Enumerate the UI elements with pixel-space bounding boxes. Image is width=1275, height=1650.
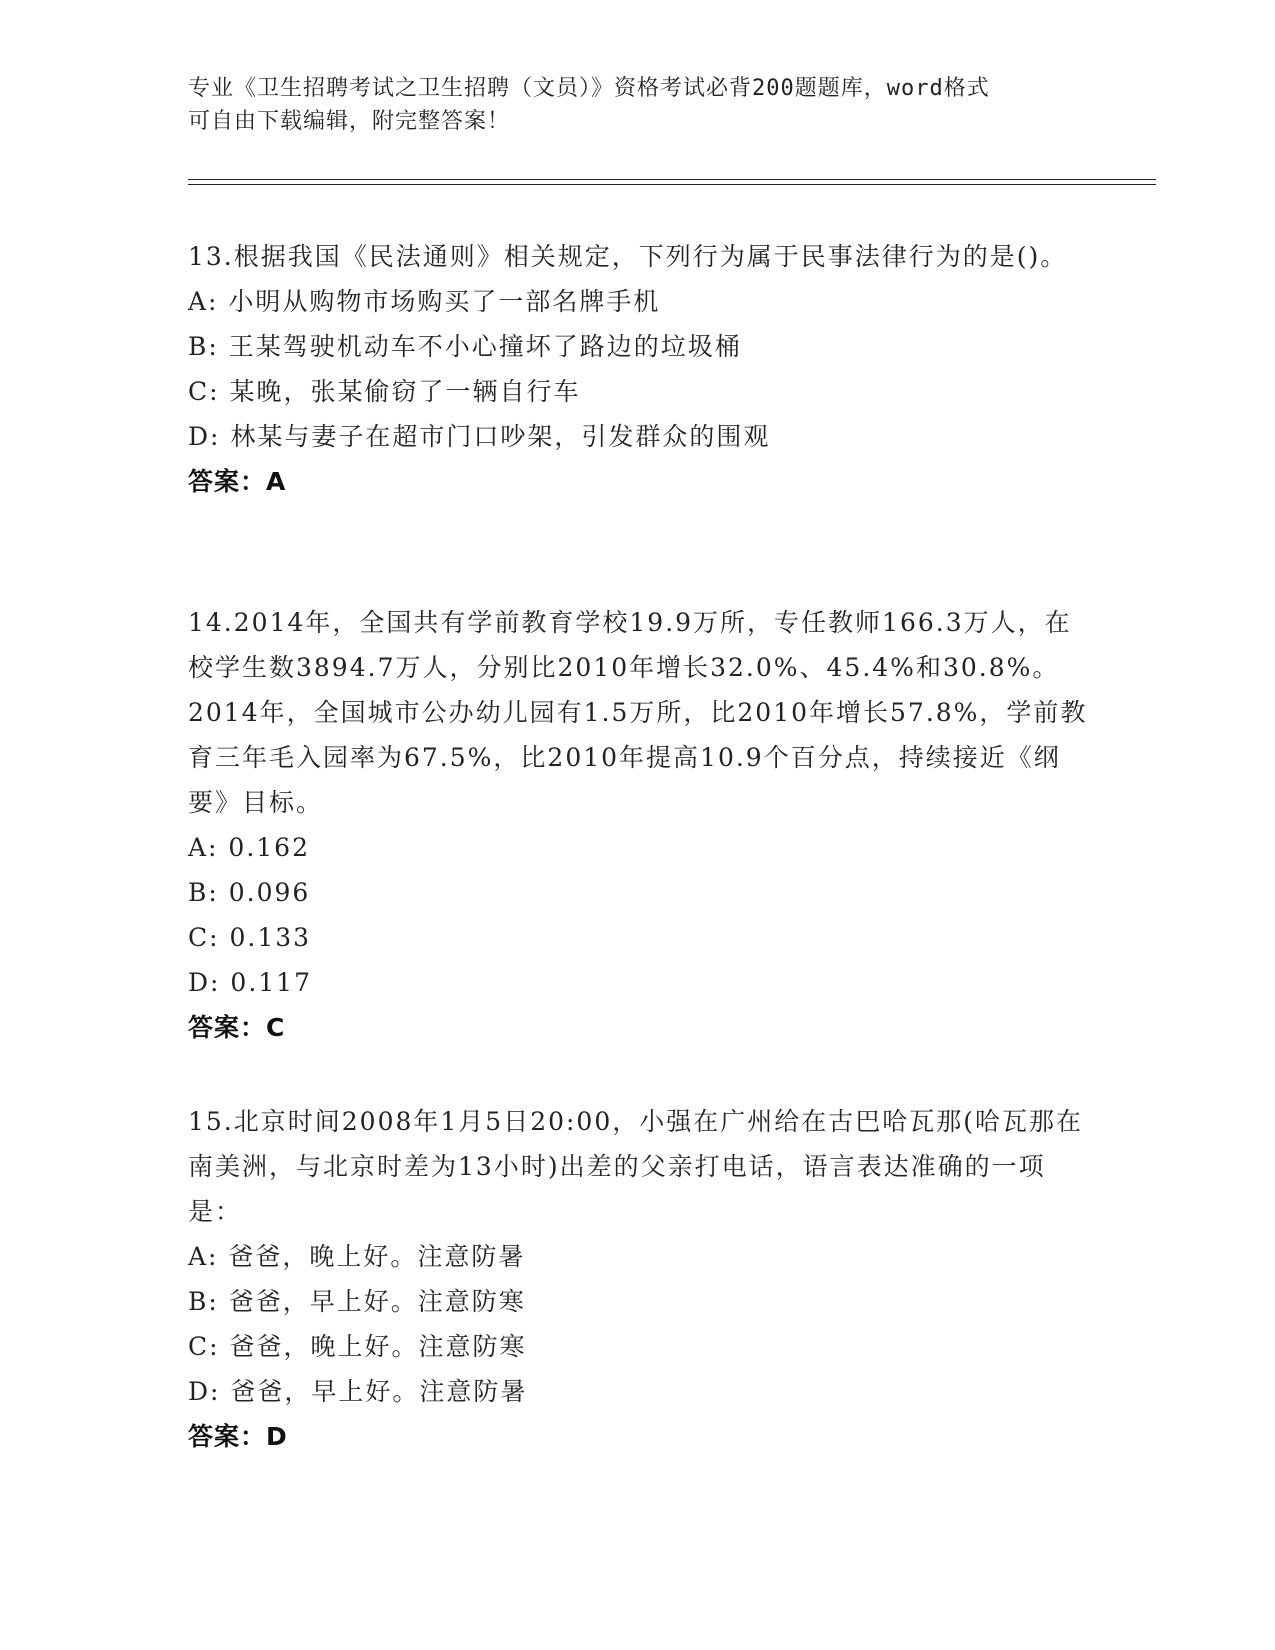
question-13 [188,234,1088,504]
option-d: D: 0.117 [188,968,312,997]
option-c: C: 0.133 [188,923,312,952]
answer-label: 答案：C [188,1013,286,1042]
answer-label: 答案：D [188,1422,288,1451]
option-c: C: 某晚，张某偷窃了一辆自行车 [188,377,581,406]
option-b: B: 王某驾驶机动车不小心撞坏了路边的垃圾桶 [188,332,742,361]
option-b: B: 爸爸，早上好。注意防寒 [188,1287,526,1316]
document-header [188,72,1068,138]
question-stem: 13.根据我国《民法通则》相关规定，下列行为属于民事法律行为的是()。 [188,242,1068,271]
question-stem: 14.2014年，全国共有学前教育学校19.9万所，专任教师166.3万人，在校学生数3894.7万人，分别比2010年增长32.0%、45.4%和30.8%。2014年，全国城市公办幼儿园有1.5万所，比2010年增长57.8%，学前教育三年毛入园率为67.5%，比2010年提高10.9个百分点，持续接近《纲要》目标。 [188,608,1088,817]
question-15 [188,1099,1088,1459]
option-d: D: 林某与妻子在超市门口吵架，引发群众的围观 [188,422,771,451]
header-divider-top [188,179,1156,180]
answer-label: 答案：A [188,467,287,496]
header-line-1: 专业《卫生招聘考试之卫生招聘（文员）》资格考试必背200题题库，word格式 [188,76,990,101]
option-d: D: 爸爸，早上好。注意防暑 [188,1377,528,1406]
question-stem: 15.北京时间2008年1月5日20:00，小强在广州给在古巴哈瓦那(哈瓦那在南美洲，与北京时差为13小时)出差的父亲打电话，语言表达准确的一项是： [188,1107,1083,1226]
option-c: C: 爸爸，晚上好。注意防寒 [188,1332,527,1361]
option-b: B: 0.096 [188,878,311,907]
header-divider-bottom [188,184,1156,185]
question-14 [188,600,1088,1050]
option-a: A: 0.162 [188,833,310,862]
option-a: A: 小明从购物市场购买了一部名牌手机 [188,287,661,316]
header-line-2: 可自由下载编辑，附完整答案！ [188,109,511,134]
option-a: A: 爸爸，晚上好。注意防暑 [188,1242,526,1271]
